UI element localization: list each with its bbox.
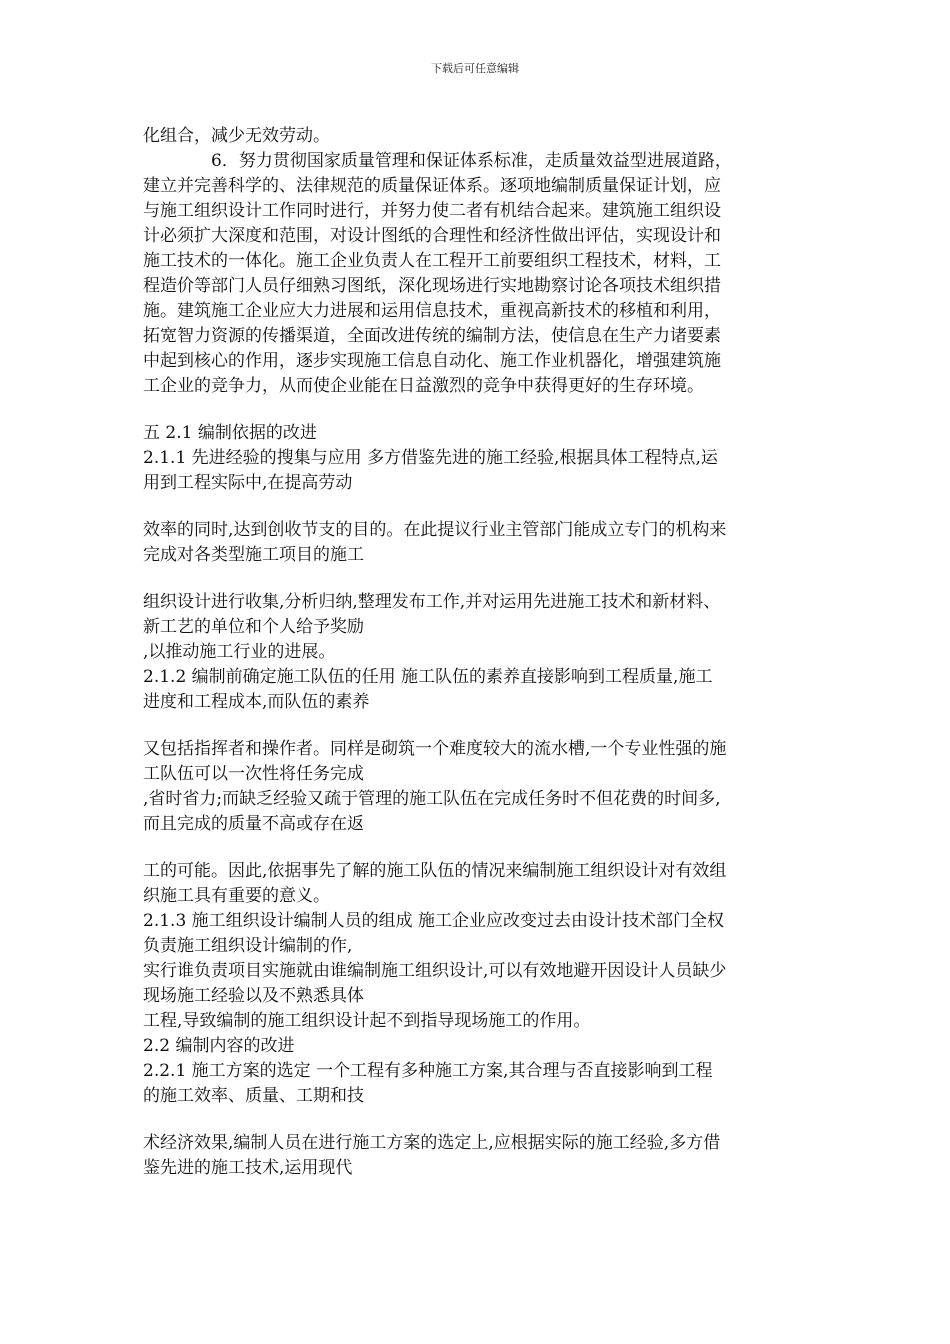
paragraph-gap [143,715,813,737]
text-line: 新工艺的单位和个人给予奖励 [143,617,364,637]
text-line: ,以推动施工行业的进展。 [143,642,336,662]
paragraph-gap [143,568,813,590]
text-line: 与施工组织设计工作同时进行，并努力使二者有机结合起来。建筑施工组织设 [143,201,721,221]
paragraph-gap [143,837,813,859]
text-line: 负责施工组织设计编制的作, [143,936,353,956]
text-line: 2.1.2 编制前确定施工队伍的任用 施工队伍的素养直接影响到工程质量,施工 [143,667,713,687]
text-line: 2.1.3 施工组织设计编制人员的组成 施工企业应改变过去由设计技术部门全权 [143,911,725,931]
text-line: 计必须扩大深度和范围，对设计图纸的合理性和经济性做出评估，实现设计和 [143,226,721,246]
text-line: ,省时省力;而缺乏经验又疏于管理的施工队伍在完成任务时不但花费的时间多, [143,789,721,809]
text-line: 鉴先进的施工技术,运用现代 [143,1158,353,1178]
text-line: 实行谁负责项目实施就由谁编制施工组织设计,可以有效地避开因设计人员缺少 [143,961,727,981]
document-body [143,124,813,1181]
section-heading: 2.2 编制内容的改进 [143,1036,295,1056]
text-line: 进度和工程成本,而队伍的素养 [143,692,370,712]
text-line: 又包括指挥者和操作者。同样是砌筑一个难度较大的流水槽,一个专业性强的施 [143,739,727,759]
section-heading: 五 2.1 编制依据的改进 [143,423,317,443]
text-line: 织施工具有重要的意义。 [143,886,330,906]
text-line: 2.2.1 施工方案的选定 一个工程有多种施工方案,其合理与否直接影响到工程 [143,1061,713,1081]
paragraph-gap [143,1109,813,1131]
text-line: 而且完成的质量不高或存在返 [143,814,364,834]
page-header: 下载后可任意编辑 [431,62,519,75]
text-line: 完成对各类型施工项目的施工 [143,545,364,565]
text-line: 中起到核心的作用，逐步实现施工信息自动化、施工作业机器化，增强建筑施 [143,351,721,371]
paragraph-6-first-line: 6．努力贯彻国家质量管理和保证体系标准，走质量效益型进展道路， [211,151,732,171]
text-line: 的施工效率、质量、工期和技 [143,1086,364,1106]
text-line: 效率的同时,达到创收节支的目的。在此提议行业主管部门能成立专门的机构来 [143,520,727,540]
text-line: 施工技术的一体化。施工企业负责人在工程开工前要组织工程技术，材料，工 [143,251,721,271]
text-line: 拓宽智力资源的传播渠道，全面改进传统的编制方法，使信息在生产力诸要素 [143,326,721,346]
text-line: 2.1.1 先进经验的搜集与应用 多方借鉴先进的施工经验,根据具体工程特点,运 [143,448,718,468]
text-line: 建立并完善科学的、法律规范的质量保证体系。逐项地编制质量保证计划，应 [143,176,721,196]
paragraph-gap [143,496,813,518]
text-line: 组织设计进行收集,分析归纳,整理发布工作,并对运用先进施工技术和新材料、 [143,592,721,612]
text-line: 现场施工经验以及不熟悉具体 [143,986,364,1006]
text-line: 工程,导致编制的施工组织设计起不到指导现场施工的作用。 [143,1011,591,1031]
paragraph-gap [143,399,813,421]
text-line: 程造价等部门人员仔细熟习图纸，深化现场进行实地勘察讨论各项技术组织措 [143,276,721,296]
text-line: 施。建筑施工企业应大力进展和运用信息技术，重视高新技术的移植和利用， [143,301,721,321]
text-line: 工企业的竞争力，从而使企业能在日益激烈的竞争中获得更好的生存环境。 [143,376,704,396]
text-line: 工队伍可以一次性将任务完成 [143,764,364,784]
text-line: 化组合，减少无效劳动。 [143,126,330,146]
text-line: 工的可能。因此,依据事先了解的施工队伍的情况来编制施工组织设计对有效组 [143,861,727,881]
text-line: 术经济效果,编制人员在进行施工方案的选定上,应根据实际的施工经验,多方借 [143,1133,721,1153]
text-line: 用到工程实际中,在提高劳动 [143,473,353,493]
